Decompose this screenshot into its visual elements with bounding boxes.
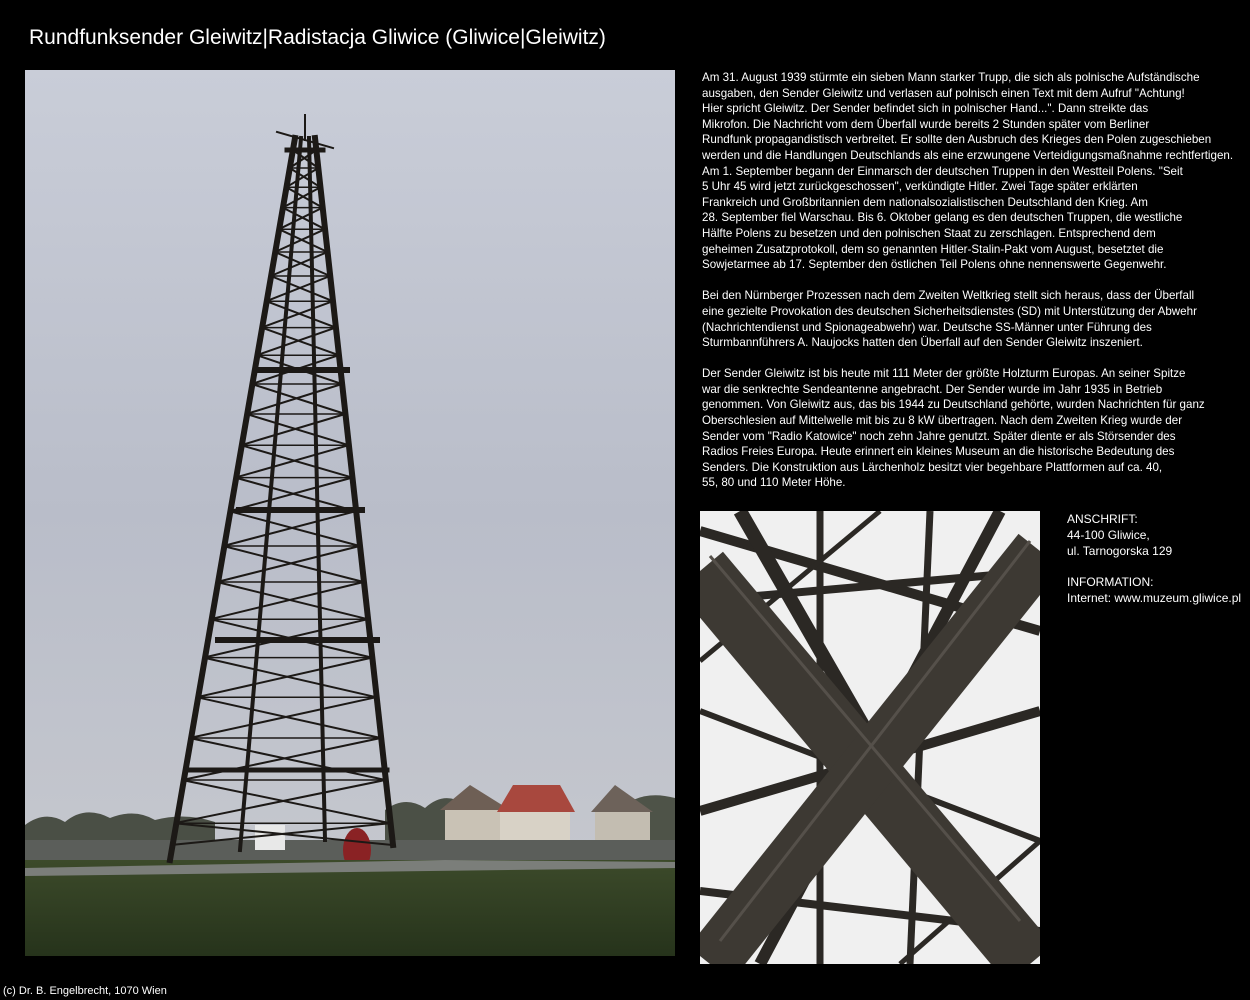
article-paragraph: Der Sender Gleiwitz ist bis heute mit 111 Meter der größte Holzturm Europas. An seiner Spitze war die senkrechte Sendeantenne angebracht. Der Sender wurde im Jahr 1935 in Betrieb genommen. Von Gleiwitz aus, das bis 1944 zu Deutschland gehörte, wurden Nachrichten für ganz Oberschlesien auf Mittelwelle mit bis zu 8 kW übertragen. Nach dem Zweiten Krieg wurde der Sender vom "Radio Katowice" noch zehn Jahre genutzt. Später diente er als Störsender des Radios Freies Europa. Heute erinnert ein kleines Museum an die historische Bedeutung des Senders. Die Konstruktion aus Lärchenholz besitzt vier begehbare Plattformen auf ca. 40, 55, 80 und 110 Meter Höhe. bbox=[702, 367, 1205, 490]
website-link[interactable]: Internet: www.muzeum.gliwice.pl bbox=[1067, 591, 1242, 605]
lattice-detail-photo bbox=[700, 511, 1040, 964]
article-paragraph: Am 31. August 1939 stürmte ein sieben Mann starker Trupp, die sich als polnische Aufständische ausgaben, den Sender Gleiwitz und verlasen auf polnisch einen Text mit dem Aufruf "Achtung! Hier spricht Gleiwitz. Der Sender befindet sich in polnischer Hand...". Dann streikte das Mikrofon. Die Nachricht vom dem Überfall wurde bereits 2 Stunden später vom Berliner Rundfunk propagandistisch verbreitet. Er sollte den Ausbruch des Krieges den Polen zugeschieben werden und die Handlungen Deutschlands als eine erzwungene Verteidigungsmaßnahme rechtfertigen. Am 1. September begann der Einmarsch der deutschen Truppen in den Westteil Polens. "Seit 5 Uhr 45 wird jetzt zurückgeschossen", verkündigte Hitler. Zwei Tage später erklärten Frankreich und Großbritannien dem nationalsozialistischen Deutschland den Krieg. Am 28. September fiel Warschau. Bis 6. Oktober gelang es den deutschen Truppen, die westliche Hälfte Polens zu besetzen und den polnischen Staat zu zerschlagen. Entsprechend dem geheimen Zusatzprotokoll, dem so genannten Hitler-Stalin-Pakt vom August, besetztet die Sowjetarmee ab 17. September den östlichen Teil Polens ohne nennenswerte Gegenwehr. bbox=[702, 71, 1234, 272]
address-heading: ANSCHRIFT: bbox=[1067, 512, 1138, 526]
article-text bbox=[702, 70, 1250, 507]
contact-info bbox=[1067, 511, 1250, 606]
info-heading: INFORMATION: bbox=[1067, 575, 1154, 589]
tower-photo bbox=[25, 70, 675, 956]
address-line: 44-100 Gliwice, bbox=[1067, 528, 1150, 542]
copyright-footer: (c) Dr. B. Engelbrecht, 1070 Wien bbox=[3, 985, 167, 997]
article-paragraph: Bei den Nürnberger Prozessen nach dem Zweiten Weltkrieg stellt sich heraus, dass der Überfall eine gezielte Provokation des deutschen Sicherheitsdienstes (SD) mit Unterstützung der Abwehr (Nachrichtendienst und Spionageabwehr) war. Deutsche SS-Männer unter Führung des Sturmbannführers A. Naujocks hatten den Überfall auf den Sender Gleiwitz inszeniert. bbox=[702, 289, 1197, 350]
page-title: Rundfunksender Gleiwitz|Radistacja Gliwice (Gliwice|Gleiwitz) bbox=[29, 26, 606, 49]
address-line: ul. Tarnogorska 129 bbox=[1067, 544, 1173, 558]
